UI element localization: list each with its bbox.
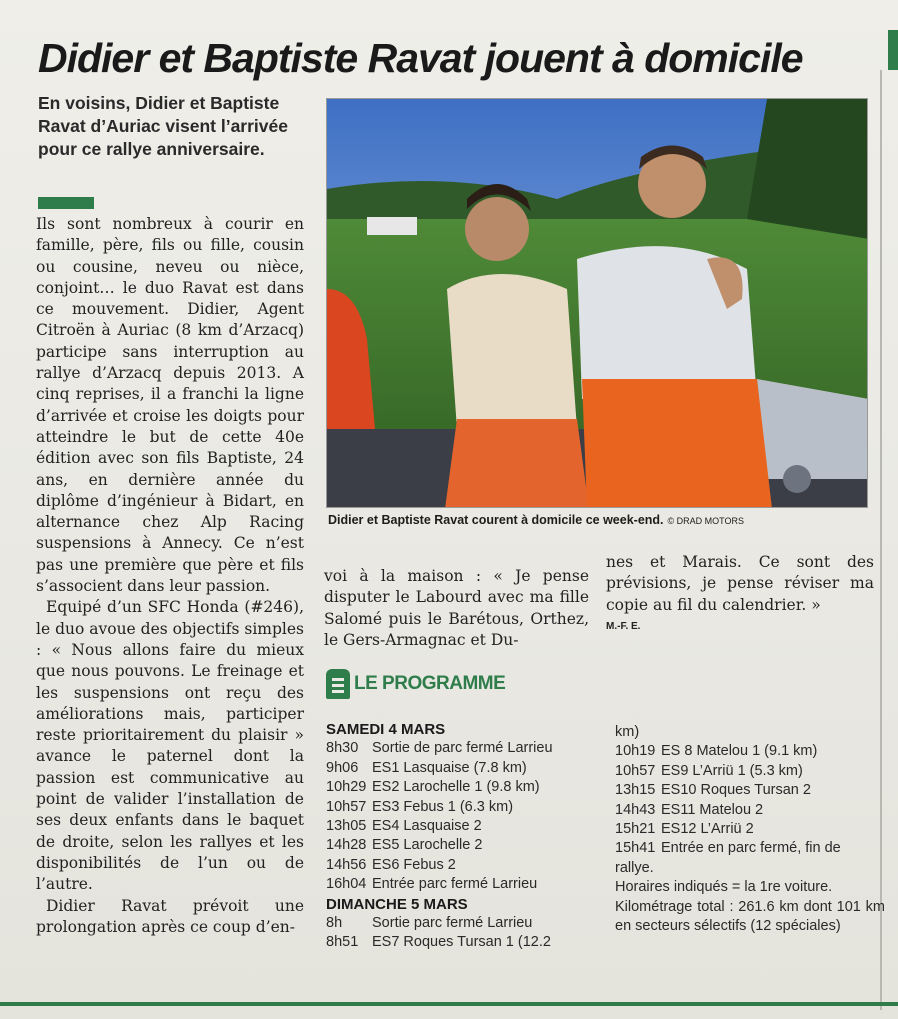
schedule-column-1 (326, 720, 596, 953)
article-standfirst: En voisins, Didier et Baptiste Ravat d’Auriac visent l’arrivée pour ce rallye anniversaire. (38, 93, 288, 159)
schedule-column-2 (615, 723, 885, 936)
schedule-row: 15h21 ES12 L’Arriü 2 (615, 821, 754, 838)
day-heading: DIMANCHE 5 MARS (326, 895, 468, 913)
article-column-3 (606, 552, 874, 637)
section-marker (38, 197, 94, 209)
schedule-row: 9h06 ES1 Lasquaise (7.8 km) (326, 759, 527, 776)
schedule-row: 15h41 Entrée en parc fermé, fin de (615, 840, 841, 857)
schedule-row: 10h19 ES 8 Matelou 1 (9.1 km) (615, 743, 818, 760)
schedule-row: 8h51 ES7 Roques Tursan 1 (12.2 (326, 934, 551, 951)
schedule-row: 14h43 ES11 Matelou 2 (615, 801, 764, 818)
schedule-row: 8h30 Sortie de parc fermé Larrieu (326, 740, 553, 757)
paragraph-1: Ils sont nombreux à courir en famille, père, fils ou fille, cousin ou cousine, neveu ou nièce, conjoint… le duo Ravat est dans ce mouvement. Didier, Agent Citroën à Auriac (8 km d’Arzacq) participe sans interruption au rallye d’Arzacq depuis 2013. A cinq reprises, il a franchi la ligne d’arrivée et croise les doigts pour atteindre le but de cette 40e édition avec son fils Baptiste, 24 ans, en dernière année du diplôme d’ingénieur à Bidart, en alternance chez Alp Racing suspensions à Annecy. Ce n’est pas une première que père et fils s’associent dans leur passion. (36, 215, 304, 596)
paragraph-3-end: nes et Marais. Ce sont des prévisions, je pense réviser ma copie au fil du calendrier. » (606, 553, 874, 614)
article-photo (326, 98, 868, 508)
article-column-2 (324, 566, 589, 651)
paragraph-3-middle: voi à la maison : « Je pense disputer le Labourd avec ma fille Salomé puis le Barétous, Orthez, le Gers-Armagnac et Du- (324, 567, 589, 649)
schedule-row: 8h Sortie parc fermé Larrieu (326, 915, 533, 932)
paragraph-2: Equipé d’un SFC Honda (#246), le duo avoue des objectifs simples : « Nous allons faire du mieux que nous pouvons. Le freinage et les suspensions ont reçu des améliorations mais, participer reste prioritairement du plaisir » avance le paternel dont la passion est communicative au point de valider l’installation de ses deux enfants dans le baquet de droite, selon les rallyes et les disponibilités de l’un ou de l’autre. (36, 598, 304, 894)
schedule-row: 13h15 ES10 Roques Tursan 2 (615, 782, 811, 799)
article-headline: Didier et Baptiste Ravat jouent à domicile (38, 35, 803, 81)
distance-note: Kilométrage total : 261.6 km dont 101 km en secteurs sélectifs (12 spéciales) (615, 898, 885, 935)
schedule-row: 14h28 ES5 Larochelle 2 (326, 837, 483, 854)
schedule-row: 10h57 ES9 L’Arriü 1 (5.3 km) (615, 762, 803, 779)
schedule-row: 10h29 ES2 Larochelle 1 (9.8 km) (326, 779, 540, 796)
bottom-rule (0, 1002, 898, 1006)
schedule-row: 13h05 ES4 Lasquaise 2 (326, 818, 482, 835)
photo-credit: © DRAD MOTORS (667, 516, 745, 526)
schedule-row: 16h04 Entrée parc fermé Larrieu (326, 876, 538, 893)
paragraph-3-start: Didier Ravat prévoit une prolongation après ce coup d’en- (36, 896, 304, 936)
photo-caption (328, 513, 868, 527)
author-signature: M.-F. E. (606, 620, 641, 632)
schedule-row: 14h56 ES6 Febus 2 (326, 856, 456, 873)
next-article-tab (888, 30, 898, 70)
day-heading: SAMEDI 4 MARS (326, 721, 446, 738)
programme-icon (326, 669, 350, 699)
article-column-1 (36, 214, 304, 938)
schedule-row: 10h57 ES3 Febus 1 (6.3 km) (326, 798, 514, 815)
schedule-continuation: km) (615, 724, 640, 740)
schedule-note: Horaires indiqués = la 1re voiture. (615, 879, 833, 896)
caption-text: Didier et Baptiste Ravat courent à domicile ce week-end. (328, 513, 664, 527)
programme-header (326, 667, 505, 701)
schedule-continuation: rallye. (615, 859, 654, 876)
photo-illustration (327, 99, 868, 508)
programme-title: LE PROGRAMME (354, 673, 506, 694)
